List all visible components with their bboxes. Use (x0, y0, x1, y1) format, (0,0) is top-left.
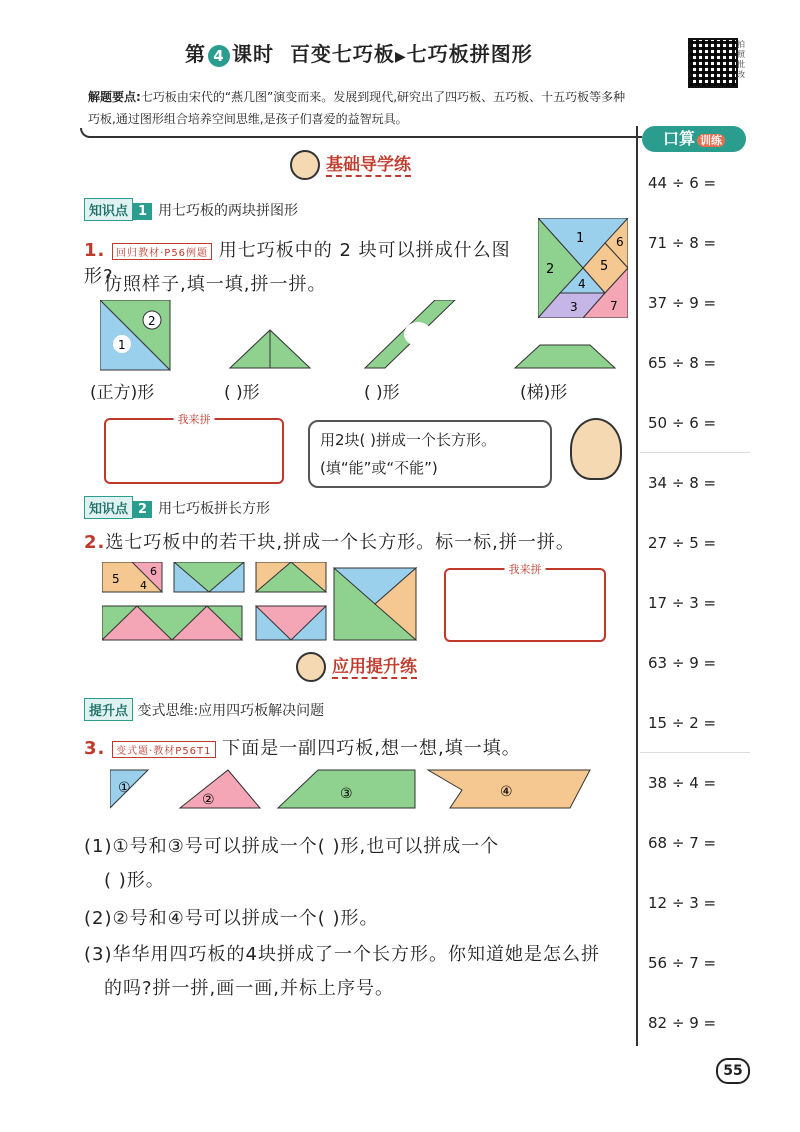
trapezoid-shape (515, 345, 615, 368)
oral-item[interactable]: 65 ÷ 8 = (648, 354, 717, 372)
tip-text: 七巧板由宋代的“燕几图”演变而来。发展到现代,研究出了四巧板、五巧板、十五巧板等多种巧板,通过图形组合培养空间思维,是孩子们喜爱的益智玩具。 (88, 90, 626, 126)
oral-item[interactable]: 44 ÷ 6 = (648, 174, 717, 192)
section-apply-title: 应用提升练 (332, 657, 417, 677)
kp-text: 用七巧板拼长方形 (158, 501, 271, 517)
cartoon-face-icon (290, 150, 320, 180)
lesson-title (185, 38, 533, 67)
solving-tip (88, 86, 628, 130)
question-number: 1. (84, 240, 106, 261)
lesson-number: 4 (208, 45, 230, 67)
kp-number: 2 (133, 501, 152, 518)
lesson-prefix: 第 (185, 42, 206, 66)
section-basic-title: 基础导学练 (326, 155, 411, 175)
oral-item[interactable]: 50 ÷ 6 = (648, 414, 717, 432)
section-basic-header (290, 150, 411, 180)
lesson-suffix: 课时 (232, 42, 274, 66)
answer-square[interactable]: (正方)形 (90, 383, 155, 403)
oral-item[interactable]: 17 ÷ 3 = (648, 594, 717, 612)
oral-item[interactable]: 71 ÷ 8 = (648, 234, 717, 252)
draw-box-label: 我来拼 (505, 561, 546, 577)
improvement-point (84, 698, 324, 721)
question-text: 下面是一副四巧板,想一想,填一填。 (222, 738, 521, 759)
piece-label: ① (118, 780, 131, 796)
tip-divider (80, 128, 642, 138)
kp-text: 用七巧板的两块拼图形 (158, 203, 299, 219)
oral-item[interactable]: 27 ÷ 5 = (648, 534, 717, 552)
tangram-label: 6 (616, 235, 624, 249)
oral-item[interactable]: 12 ÷ 3 = (648, 894, 717, 912)
title-main: 百变七巧板 (289, 42, 395, 66)
piece-label: ② (202, 792, 215, 808)
question-1-line2: 仿照样子,填一填,拼一拼。 (104, 274, 327, 295)
oral-item[interactable]: 38 ÷ 4 = (648, 774, 717, 792)
question-line1: 用七巧板中的 2 块可以拼成什么图形? (84, 240, 511, 287)
oral-item[interactable]: 37 ÷ 9 = (648, 294, 717, 312)
draw-box-label: 我来拼 (174, 411, 215, 427)
tangram-label: 4 (578, 277, 586, 291)
piece-label: ④ (500, 784, 513, 800)
piece-label: ③ (340, 786, 353, 802)
tangram-label: 2 (546, 262, 555, 277)
oral-item[interactable]: 82 ÷ 9 = (648, 1014, 717, 1032)
q3-sub2: (2)②号和④号可以拼成一个( )形。 (84, 908, 379, 929)
question-2 (84, 528, 644, 554)
piece-2 (180, 770, 260, 808)
knowledge-point-1 (84, 198, 298, 221)
qr-label: 拍照批改 (737, 40, 745, 79)
piece-label: 4 (140, 579, 147, 592)
q2-rectangles (102, 562, 422, 642)
title-sub: 七巧板拼图形 (406, 42, 533, 66)
q3-sub1-line2: ( )形。 (104, 870, 165, 891)
question-text: 选七巧板中的若干块,拼成一个长方形。标一标,拼一拼。 (105, 532, 575, 553)
oral-tag: 训练 (697, 134, 725, 147)
section-apply-header (296, 652, 417, 682)
q1-shapes (100, 300, 620, 372)
piece-label: 6 (150, 565, 157, 578)
draw-box-1[interactable] (104, 413, 284, 484)
tangram-label: 7 (610, 299, 618, 313)
piece-label: 5 (112, 572, 120, 586)
cartoon-face-icon (296, 652, 326, 682)
answer-trapezoid[interactable]: (梯)形 (520, 383, 568, 403)
oral-item[interactable]: 15 ÷ 2 = (648, 714, 717, 732)
oral-item[interactable]: 34 ÷ 8 = (648, 474, 717, 492)
tangram-label: 3 (570, 300, 578, 314)
tangram-label: 1 (576, 231, 585, 246)
draw-box-2[interactable] (444, 563, 606, 642)
oral-item[interactable]: 68 ÷ 7 = (648, 834, 717, 852)
answer-triangle[interactable]: ( )形 (224, 383, 260, 403)
question-badge: 回归教材·P56例题 (112, 243, 212, 260)
four-piece-tangram (110, 768, 610, 820)
qr-code[interactable] (688, 38, 738, 88)
oral-item[interactable]: 56 ÷ 7 = (648, 954, 717, 972)
kp-tag: 知识点 (84, 198, 133, 221)
answer-parallelogram[interactable]: ( )形 (364, 383, 400, 403)
question-number: 3. (84, 738, 106, 759)
knowledge-point-2 (84, 496, 270, 519)
q3-sub3-line2: 的吗?拼一拼,画一画,并标上序号。 (104, 978, 394, 999)
piece-label: 2 (148, 314, 156, 328)
tip-label: 解题要点: (88, 90, 141, 104)
kp-tag: 知识点 (84, 496, 133, 519)
question-3 (84, 734, 644, 760)
kp-tag: 提升点 (84, 698, 133, 721)
play-arrow-icon: ▶ (394, 49, 407, 65)
question-number: 2. (84, 532, 106, 553)
piece-label: 1 (118, 338, 126, 352)
kp-number: 1 (133, 203, 152, 220)
page-number: 55 (716, 1058, 750, 1084)
speech-bubble: 用2块( )拼成一个长方形。(填“能”或“不能”) (308, 420, 552, 488)
q3-sub3-line1: (3)华华用四巧板的4块拼成了一个长方形。你知道她是怎么拼 (84, 944, 600, 965)
boy-illustration (570, 418, 622, 480)
kp-text: 变式思维:应用四巧板解决问题 (137, 703, 325, 719)
oral-divider (640, 752, 750, 753)
oral-item[interactable]: 63 ÷ 9 = (648, 654, 717, 672)
oral-title: 口算 (662, 129, 695, 148)
oral-divider (640, 452, 750, 453)
q3-sub1-line1: (1)①号和③号可以拼成一个( )形,也可以拼成一个 (84, 836, 500, 857)
oral-calc-header (642, 126, 746, 152)
question-badge: 变式题·教材P56T1 (112, 741, 215, 758)
column-divider (636, 126, 638, 1046)
tangram-label: 5 (600, 259, 609, 274)
